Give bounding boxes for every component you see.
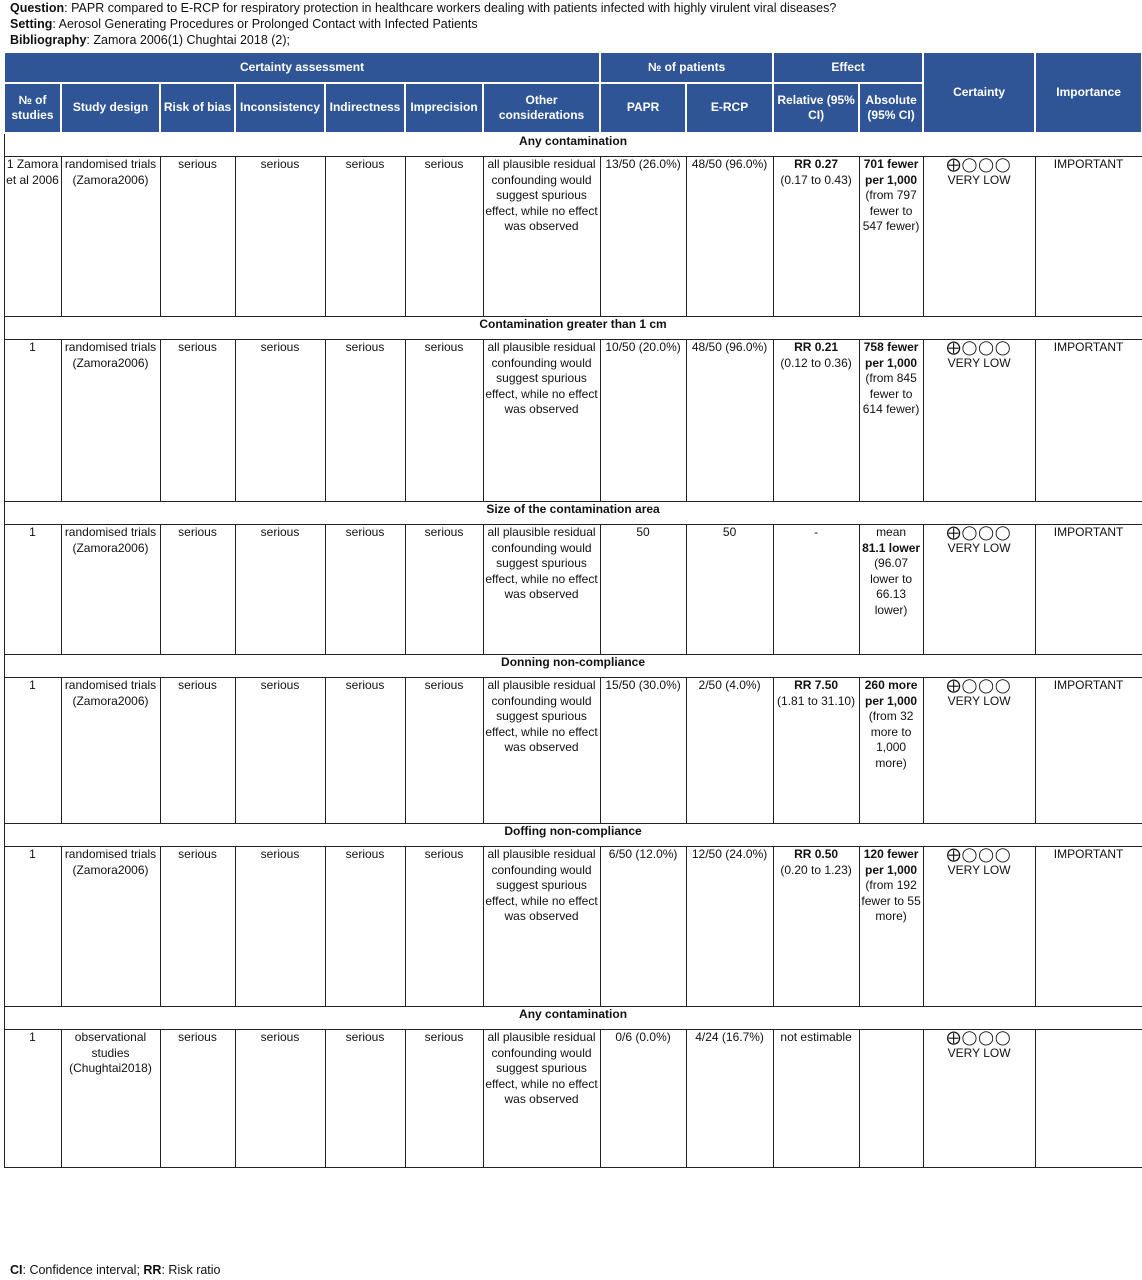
inconsistency-cell-text: serious [260, 1030, 300, 1044]
papr-cell-text: 6/50 (12.0%) [608, 847, 678, 861]
study-design-cell [61, 678, 160, 824]
imprecision-cell-text: serious [424, 1030, 464, 1044]
indirectness-cell-text: serious [345, 1030, 385, 1044]
risk-of-bias-cell [160, 847, 235, 1007]
relative-ci: not estimable [780, 1030, 852, 1044]
footnote [10, 1263, 221, 1277]
rr-definition: : Risk ratio [161, 1263, 221, 1277]
table-row [4, 340, 1142, 502]
table-row [4, 157, 1142, 317]
table-row [4, 525, 1142, 655]
setting-label: Setting [10, 17, 53, 31]
ercp-cell-text: 48/50 (96.0%) [691, 340, 768, 354]
ercp-cell [686, 525, 773, 655]
certainty-label: VERY LOW [947, 862, 1011, 877]
num-studies-cell-text: 1 [29, 847, 36, 861]
num-studies-cell [4, 340, 61, 502]
outcome-title-row [4, 824, 1142, 847]
outcome-title: Size of the contamination area [4, 502, 1142, 525]
absolute-effect-cell [859, 157, 923, 317]
papr-cell-text: 0/6 (0.0%) [615, 1030, 671, 1044]
certainty-cell [923, 157, 1035, 317]
importance-label: IMPORTANT [1053, 847, 1124, 861]
importance-cell [1035, 340, 1142, 502]
imprecision-cell [405, 847, 483, 1007]
risk-of-bias-cell [160, 525, 235, 655]
other-considerations-cell-text: all plausible residual confounding would suggest spurious effect, while no effect was observed [485, 1030, 598, 1106]
certainty-label: VERY LOW [947, 355, 1011, 370]
certainty-cell [923, 525, 1035, 655]
certainty-rating-icon: ⨁◯◯◯ [946, 156, 1012, 172]
num-studies-cell-text: 1 [29, 678, 36, 692]
papr-cell [600, 678, 686, 824]
indirectness-cell [325, 157, 405, 317]
relative-ci: (1.81 to 31.10) [777, 693, 856, 708]
importance-label: IMPORTANT [1053, 525, 1124, 539]
imprecision-cell-text: serious [424, 157, 464, 171]
papr-cell [600, 525, 686, 655]
study-design-cell [61, 340, 160, 502]
num-studies-cell [4, 525, 61, 655]
inconsistency-cell-text: serious [260, 340, 300, 354]
indirectness-cell [325, 525, 405, 655]
table-row [4, 1030, 1142, 1168]
inconsistency-cell [235, 678, 325, 824]
study-design-cell [61, 157, 160, 317]
relative-effect-cell [773, 678, 859, 824]
col-ercp: E-RCP [686, 83, 773, 133]
risk-of-bias-cell-text: serious [178, 678, 217, 692]
certainty-label: VERY LOW [947, 1045, 1011, 1060]
relative-ratio: RR 0.50 [794, 847, 839, 861]
relative-effect-cell [773, 340, 859, 502]
ercp-cell [686, 847, 773, 1007]
absolute-effect-cell [859, 340, 923, 502]
risk-of-bias-cell [160, 678, 235, 824]
indirectness-cell [325, 1030, 405, 1168]
certainty-label: VERY LOW [947, 172, 1011, 187]
certainty-cell [923, 340, 1035, 502]
num-studies-cell [4, 678, 61, 824]
ci-abbrev: CI [10, 1263, 23, 1277]
inconsistency-cell [235, 847, 325, 1007]
relative-ratio: RR 0.21 [794, 340, 839, 354]
certainty-rating-icon: ⨁◯◯◯ [946, 524, 1012, 540]
indirectness-cell [325, 678, 405, 824]
absolute-prefix: mean [876, 525, 907, 539]
group-header-row [4, 52, 1142, 83]
ercp-cell [686, 157, 773, 317]
col-inconsistency: Inconsistency [235, 83, 325, 133]
bibliography-line [10, 32, 290, 48]
papr-cell-text: 15/50 (30.0%) [605, 678, 681, 692]
relative-ci: (0.17 to 0.43) [780, 172, 852, 187]
absolute-value: 701 fewer per 1,000 [863, 157, 919, 187]
indirectness-cell-text: serious [345, 847, 385, 861]
question-label: Question [10, 1, 65, 15]
study-design-cell [61, 525, 160, 655]
relative-ratio: RR 7.50 [794, 678, 839, 692]
imprecision-cell [405, 678, 483, 824]
col-indirectness: Indirectness [325, 83, 405, 133]
imprecision-cell-text: serious [424, 525, 464, 539]
inconsistency-cell [235, 1030, 325, 1168]
col-absolute: Absolute (95% CI) [859, 83, 923, 133]
importance-label: IMPORTANT [1053, 678, 1124, 692]
imprecision-cell [405, 340, 483, 502]
ercp-cell [686, 1030, 773, 1168]
indirectness-cell-text: serious [345, 525, 385, 539]
ercp-cell-text: 12/50 (24.0%) [691, 847, 768, 861]
num-studies-cell-text: 1 [29, 340, 36, 354]
risk-of-bias-cell-text: serious [178, 1030, 217, 1044]
imprecision-cell [405, 1030, 483, 1168]
certainty-assessment-header: Certainty assessment [4, 52, 600, 83]
study-design-cell-text: randomised trials (Zamora2006) [64, 340, 157, 370]
relative-ratio: RR 0.27 [794, 157, 839, 171]
col-relative: Relative (95% CI) [773, 83, 859, 133]
risk-of-bias-cell-text: serious [178, 847, 217, 861]
certainty-rating-icon: ⨁◯◯◯ [946, 846, 1012, 862]
risk-of-bias-cell [160, 157, 235, 317]
num-studies-cell [4, 1030, 61, 1168]
importance-cell [1035, 678, 1142, 824]
num-studies-cell-text: 1 [29, 525, 36, 539]
study-design-cell-text: observational studies (Chughtai2018) [69, 1030, 152, 1075]
absolute-value: 81.1 lower [862, 540, 921, 555]
bibliography-text: : Zamora 2006(1) Chughtai 2018 (2); [86, 33, 290, 47]
absolute-effect-cell [859, 1030, 923, 1168]
num-patients-header: № of patients [600, 52, 773, 83]
outcome-title-row [4, 655, 1142, 678]
study-design-cell-text: randomised trials (Zamora2006) [64, 847, 157, 877]
absolute-effect-cell [859, 847, 923, 1007]
inconsistency-cell-text: serious [260, 157, 300, 171]
outcome-body [4, 133, 1142, 1168]
outcome-title: Doffing non-compliance [4, 824, 1142, 847]
ercp-cell-text: 4/24 (16.7%) [695, 1030, 764, 1044]
other-considerations-cell [483, 1030, 600, 1168]
risk-of-bias-cell-text: serious [178, 157, 217, 171]
indirectness-cell-text: serious [345, 678, 385, 692]
indirectness-cell [325, 847, 405, 1007]
col-other-considerations: Other considerations [483, 83, 600, 133]
certainty-cell [923, 847, 1035, 1007]
outcome-title-row [4, 133, 1142, 157]
relative-effect-cell [773, 847, 859, 1007]
certainty-rating-icon: ⨁◯◯◯ [946, 1029, 1012, 1045]
absolute-value: 260 more per 1,000 [864, 678, 918, 708]
papr-cell-text: 10/50 (20.0%) [605, 340, 681, 354]
question-line [10, 0, 836, 16]
evidence-profile-table [3, 51, 1142, 1168]
certainty-cell [923, 678, 1035, 824]
absolute-ci: (from 32 more to 1,000 more) [868, 709, 914, 770]
absolute-ci: (96.07 lower to 66.13 lower) [870, 556, 913, 617]
rr-abbrev: RR [143, 1263, 162, 1277]
study-design-cell-text: randomised trials (Zamora2006) [64, 525, 157, 555]
other-considerations-cell-text: all plausible residual confounding would suggest spurious effect, while no effect was observed [485, 157, 598, 233]
absolute-value: 120 fewer per 1,000 [863, 847, 919, 877]
importance-label: IMPORTANT [1053, 340, 1124, 354]
bibliography-label: Bibliography [10, 33, 87, 47]
num-studies-cell-text: 1 Zamora et al 2006 [6, 157, 59, 187]
risk-of-bias-cell [160, 1030, 235, 1168]
num-studies-cell-text: 1 [29, 1030, 36, 1044]
study-design-cell [61, 1030, 160, 1168]
other-considerations-cell [483, 525, 600, 655]
papr-cell-text: 50 [636, 525, 650, 539]
imprecision-cell [405, 525, 483, 655]
inconsistency-cell [235, 525, 325, 655]
other-considerations-cell [483, 340, 600, 502]
col-risk-of-bias: Risk of bias [160, 83, 235, 133]
imprecision-cell [405, 157, 483, 317]
papr-cell [600, 1030, 686, 1168]
other-considerations-cell-text: all plausible residual confounding would suggest spurious effect, while no effect was observed [485, 847, 598, 923]
outcome-title-row [4, 502, 1142, 525]
study-design-cell [61, 847, 160, 1007]
papr-cell [600, 847, 686, 1007]
certainty-rating-icon: ⨁◯◯◯ [946, 677, 1012, 693]
other-considerations-cell-text: all plausible residual confounding would suggest spurious effect, while no effect was observed [485, 340, 598, 416]
ci-definition: : Confidence interval; [22, 1263, 144, 1277]
ercp-cell-text: 50 [722, 525, 737, 539]
certainty-label: VERY LOW [947, 693, 1011, 708]
certainty-cell [923, 1030, 1035, 1168]
risk-of-bias-cell-text: serious [178, 340, 217, 354]
indirectness-cell-text: serious [345, 157, 385, 171]
study-design-cell-text: randomised trials (Zamora2006) [64, 157, 157, 187]
other-considerations-cell [483, 847, 600, 1007]
imprecision-cell-text: serious [424, 340, 464, 354]
study-design-cell-text: randomised trials (Zamora2006) [64, 678, 157, 708]
certainty-rating-icon: ⨁◯◯◯ [946, 339, 1012, 355]
col-imprecision: Imprecision [405, 83, 483, 133]
imprecision-cell-text: serious [424, 847, 464, 861]
importance-header: Importance [1035, 52, 1142, 133]
outcome-title: Contamination greater than 1 cm [4, 317, 1142, 340]
absolute-ci: (from 192 fewer to 55 more) [861, 878, 921, 923]
other-considerations-cell-text: all plausible residual confounding would suggest spurious effect, while no effect was observed [485, 525, 598, 601]
outcome-title: Any contamination [4, 1007, 1142, 1030]
inconsistency-cell-text: serious [260, 847, 300, 861]
certainty-header: Certainty [923, 52, 1035, 133]
importance-cell [1035, 157, 1142, 317]
num-studies-cell [4, 157, 61, 317]
papr-cell [600, 340, 686, 502]
setting-line [10, 16, 478, 32]
col-num-studies: № of studies [4, 83, 61, 133]
table-row [4, 847, 1142, 1007]
setting-text: : Aerosol Generating Procedures or Prolonged Contact with Infected Patients [52, 17, 478, 31]
indirectness-cell [325, 340, 405, 502]
inconsistency-cell [235, 340, 325, 502]
question-text: : PAPR compared to E-RCP for respiratory protection in healthcare workers dealing with patients infected with highly virulent viral diseases? [64, 1, 837, 15]
risk-of-bias-cell-text: serious [178, 525, 217, 539]
relative-ci: (0.20 to 1.23) [780, 862, 852, 877]
importance-cell [1035, 847, 1142, 1007]
relative-effect-cell [773, 1030, 859, 1168]
relative-effect-cell [773, 525, 859, 655]
ercp-cell [686, 340, 773, 502]
absolute-ci: (from 797 fewer to 547 fewer) [862, 188, 920, 233]
papr-cell-text: 13/50 (26.0%) [605, 157, 681, 171]
outcome-title-row [4, 1007, 1142, 1030]
outcome-title-row [4, 317, 1142, 340]
absolute-effect-cell [859, 525, 923, 655]
relative-ci: - [814, 525, 819, 539]
certainty-label: VERY LOW [947, 540, 1011, 555]
inconsistency-cell [235, 157, 325, 317]
imprecision-cell-text: serious [424, 678, 464, 692]
importance-cell [1035, 1030, 1142, 1168]
outcome-title: Donning non-compliance [4, 655, 1142, 678]
importance-label: IMPORTANT [1053, 157, 1124, 171]
num-studies-cell [4, 847, 61, 1007]
ercp-cell [686, 678, 773, 824]
absolute-value: 758 fewer per 1,000 [863, 340, 919, 370]
ercp-cell-text: 48/50 (96.0%) [691, 157, 768, 171]
col-study-design: Study design [61, 83, 160, 133]
inconsistency-cell-text: serious [260, 678, 300, 692]
absolute-effect-cell [859, 678, 923, 824]
table-row [4, 678, 1142, 824]
relative-ci: (0.12 to 0.36) [780, 355, 852, 370]
col-papr: PAPR [600, 83, 686, 133]
outcome-title: Any contamination [4, 133, 1142, 157]
other-considerations-cell-text: all plausible residual confounding would suggest spurious effect, while no effect was observed [485, 678, 598, 754]
relative-effect-cell [773, 157, 859, 317]
papr-cell [600, 157, 686, 317]
indirectness-cell-text: serious [345, 340, 385, 354]
other-considerations-cell [483, 157, 600, 317]
inconsistency-cell-text: serious [260, 525, 300, 539]
risk-of-bias-cell [160, 340, 235, 502]
absolute-ci: (from 845 fewer to 614 fewer) [862, 371, 920, 416]
ercp-cell-text: 2/50 (4.0%) [698, 678, 761, 692]
importance-cell [1035, 525, 1142, 655]
effect-header: Effect [773, 52, 923, 83]
other-considerations-cell [483, 678, 600, 824]
